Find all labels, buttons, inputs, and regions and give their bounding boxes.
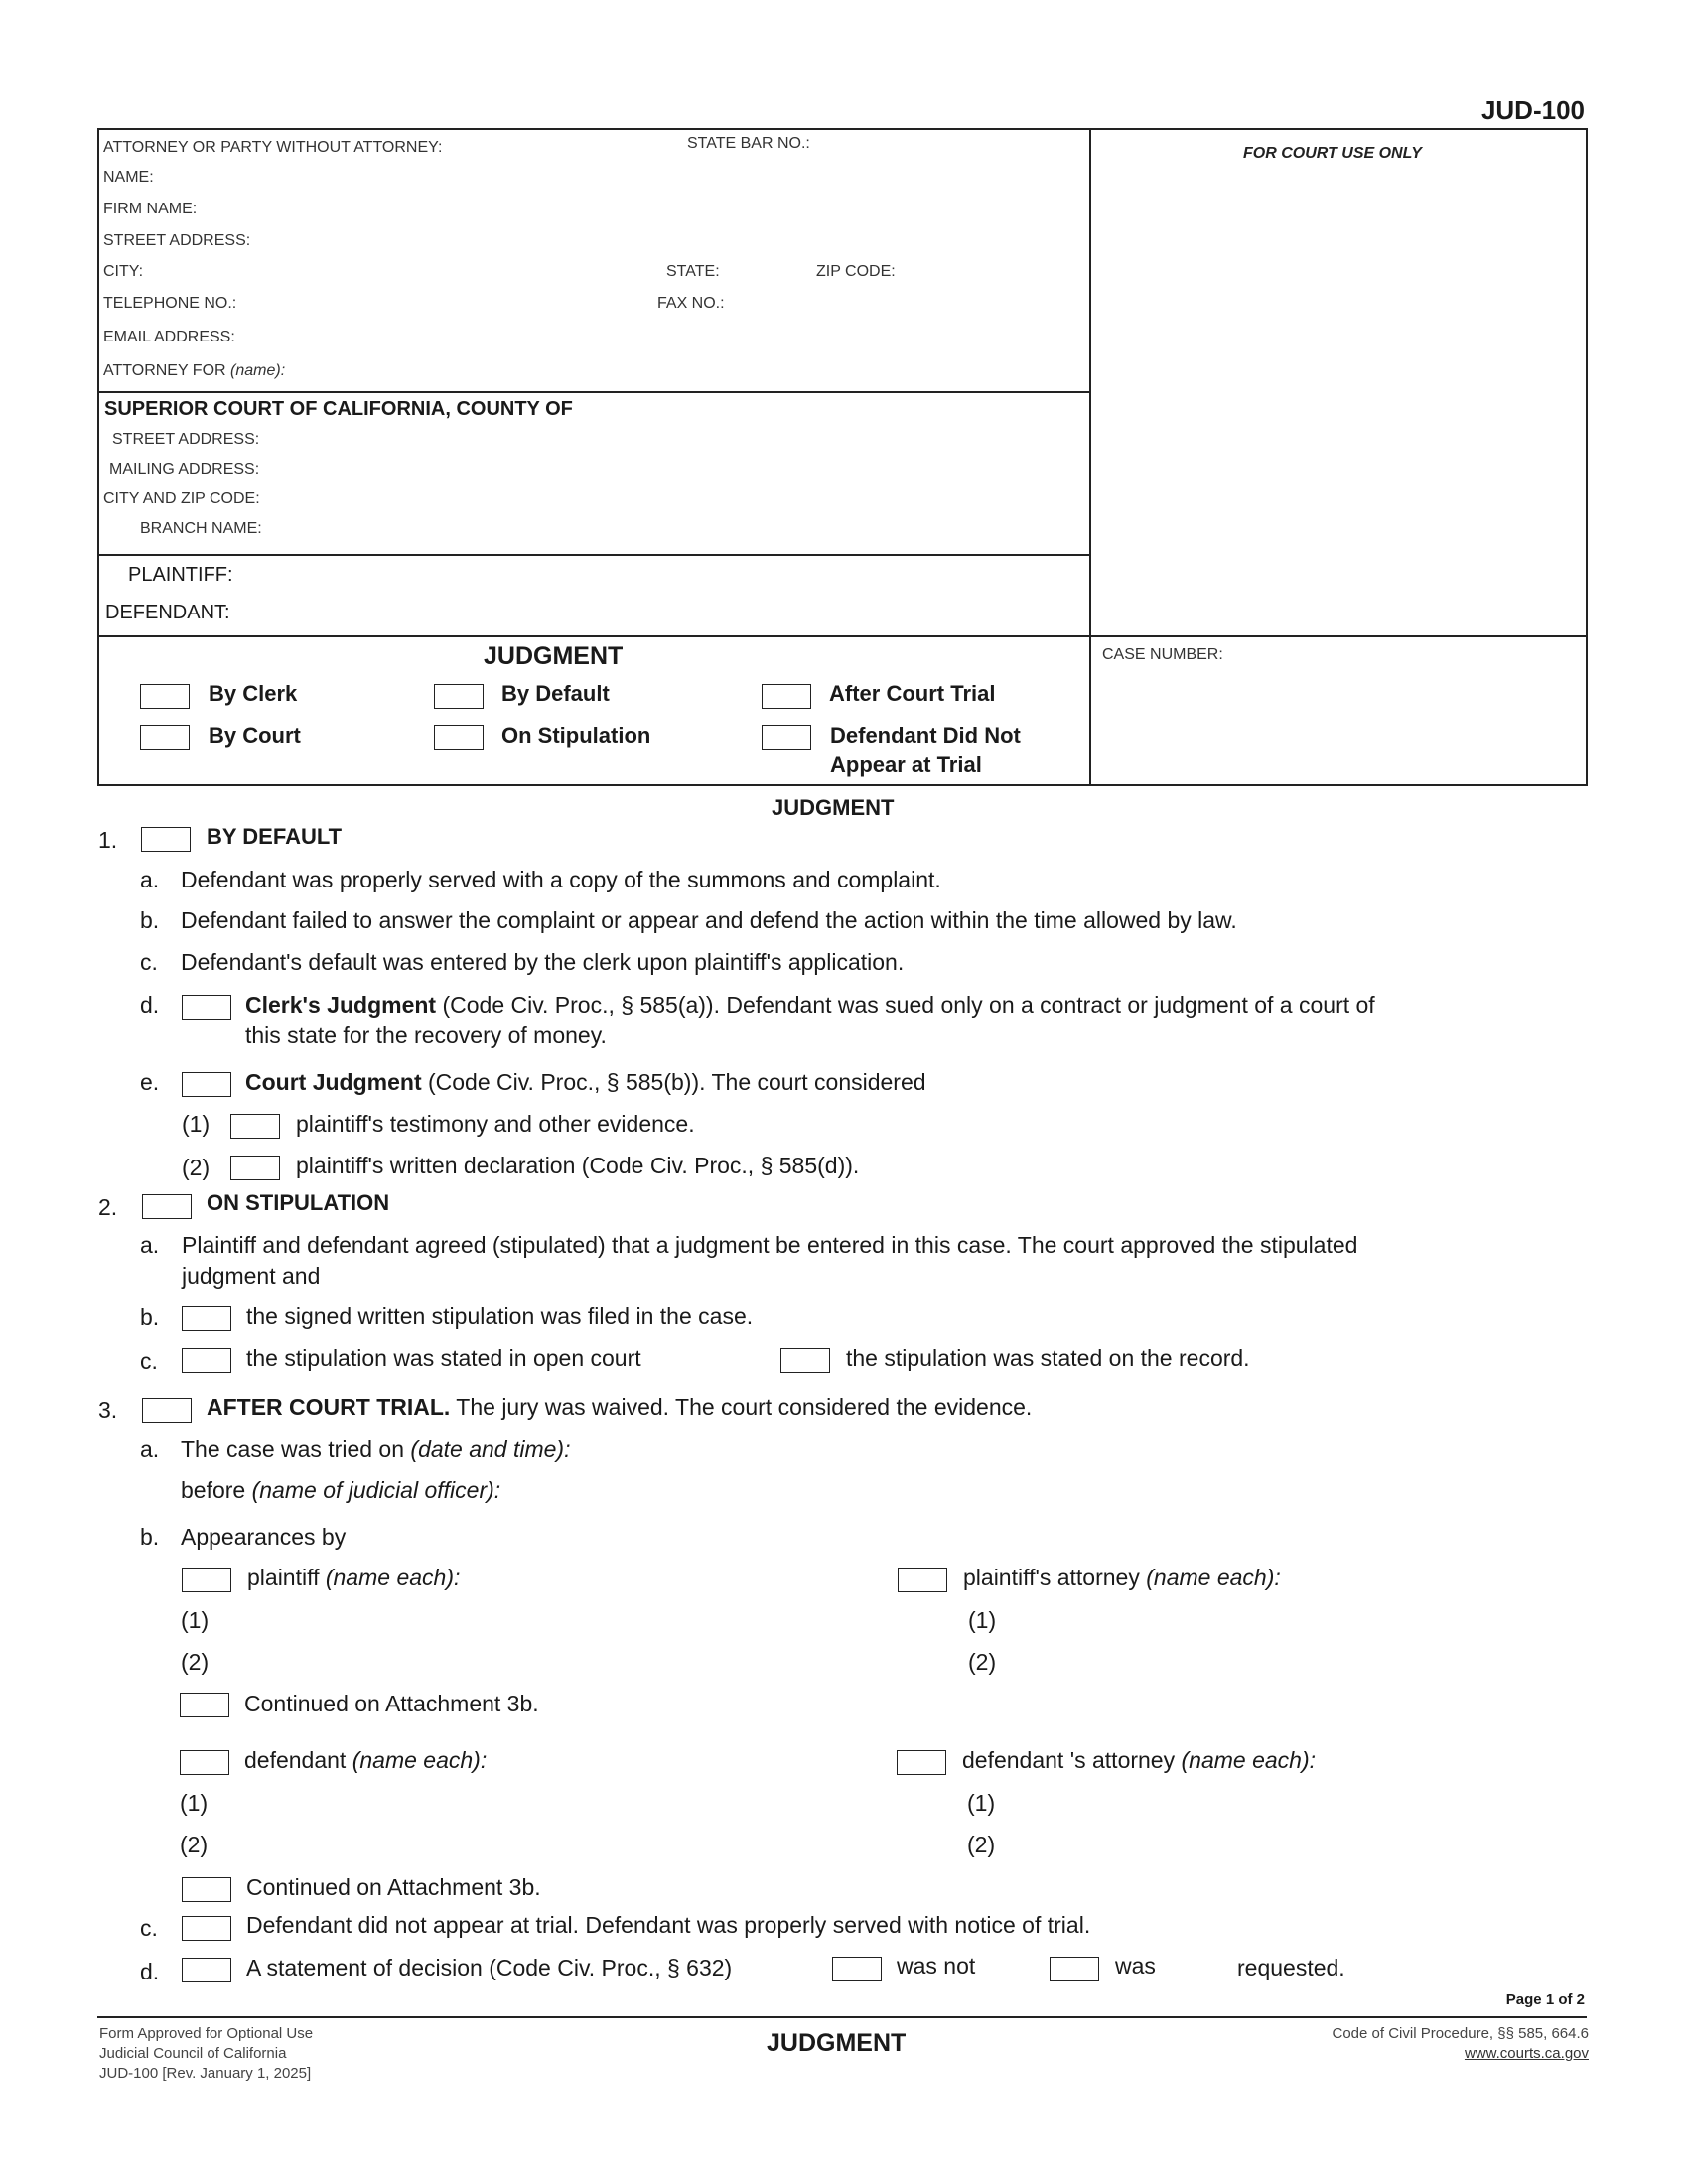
item-1d-letter: d. (140, 992, 160, 1018)
item-1e1-number: (1) (182, 1111, 211, 1137)
court-use-label: FOR COURT USE ONLY (1243, 145, 1422, 162)
defendant-label: DEFENDANT: (105, 602, 230, 623)
was-not-label: was not (897, 1953, 976, 1979)
defendant-did-not-appear-label-1: Defendant Did Not (830, 723, 1021, 748)
item-2c-text: the stipulation was stated in open court (246, 1345, 641, 1371)
body-heading: JUDGMENT (772, 795, 895, 820)
zip-code-label: ZIP CODE: (816, 263, 896, 280)
item-3b-letter: b. (140, 1524, 160, 1550)
on-stipulation-section-checkbox[interactable] (142, 1194, 192, 1219)
defendant-did-not-appear-checkbox[interactable] (762, 725, 811, 750)
plaintiff-attorney-label: plaintiff's attorney (name each): (963, 1565, 1281, 1590)
page-number: Page 1 of 2 (1505, 1991, 1585, 2008)
by-default-checkbox[interactable] (434, 684, 484, 709)
item-1b-text: Defendant failed to answer the complaint or appear and defend the action within the time allowed by law. (181, 907, 1237, 933)
plaintiff-continued-label: Continued on Attachment 3b. (244, 1691, 539, 1716)
defendant-appearance-label: defendant (name each): (244, 1747, 488, 1773)
section-1-number: 1. (98, 827, 118, 853)
defendant-attorney-checkbox[interactable] (897, 1750, 946, 1775)
email-label: EMAIL ADDRESS: (103, 329, 235, 345)
court-judgment-checkbox[interactable] (182, 1072, 231, 1097)
name-label: NAME: (103, 169, 154, 186)
footer-council: Judicial Council of California (99, 2045, 287, 2062)
by-court-checkbox[interactable] (140, 725, 190, 750)
defendant-did-not-appear-label-2: Appear at Trial (830, 752, 982, 777)
plaintiff-label: PLAINTIFF: (128, 564, 233, 586)
by-default-section-checkbox[interactable] (141, 827, 191, 852)
item-1a-letter: a. (140, 867, 160, 892)
item-3a-before: before (name of judicial officer): (181, 1477, 501, 1503)
statement-of-decision-checkbox[interactable] (182, 1958, 231, 1982)
item-2a-letter: a. (140, 1232, 160, 1258)
item-2a-text-line2: judgment and (182, 1263, 321, 1289)
footer-revision: JUD-100 [Rev. January 1, 2025] (99, 2065, 312, 2082)
defendant-appearance-checkbox[interactable] (180, 1750, 229, 1775)
on-record-checkbox[interactable] (780, 1348, 830, 1373)
section-2-number: 2. (98, 1194, 118, 1220)
mailing-address-label: MAILING ADDRESS: (109, 461, 260, 478)
after-court-trial-checkbox[interactable] (762, 684, 811, 709)
item-3d-text: A statement of decision (Code Civ. Proc., § 632) (246, 1955, 733, 1980)
plaintiff-line-2: (2) (181, 1649, 210, 1675)
open-court-checkbox[interactable] (182, 1348, 231, 1373)
section-1-title: BY DEFAULT (207, 824, 343, 849)
clerks-judgment-checkbox[interactable] (182, 995, 231, 1020)
written-stipulation-checkbox[interactable] (182, 1306, 231, 1331)
plaintiff-attorney-line-2: (2) (968, 1649, 997, 1675)
section-2-title: ON STIPULATION (207, 1190, 390, 1215)
footer-code: Code of Civil Procedure, §§ 585, 664.6 (1332, 2025, 1589, 2042)
item-2a-text: Plaintiff and defendant agreed (stipulated) that a judgment be entered in this case. The court approved the stipulated (182, 1232, 1358, 1258)
attorney-label: ATTORNEY OR PARTY WITHOUT ATTORNEY: (103, 139, 443, 156)
item-1e2-text: plaintiff's written declaration (Code Civ. Proc., § 585(d)). (296, 1153, 860, 1178)
testimony-checkbox[interactable] (230, 1114, 280, 1139)
was-label: was (1115, 1953, 1156, 1979)
item-1d-text: Clerk's Judgment (Code Civ. Proc., § 585(a)). Defendant was sued only on a contract or judgment of a court of (245, 992, 1375, 1018)
plaintiff-line-1: (1) (181, 1607, 210, 1633)
plaintiff-appearance-checkbox[interactable] (182, 1568, 231, 1592)
item-1e1-text: plaintiff's testimony and other evidence. (296, 1111, 695, 1137)
written-declaration-checkbox[interactable] (230, 1156, 280, 1180)
state-label: STATE: (666, 263, 720, 280)
item-3d-letter: d. (140, 1959, 160, 1984)
section-3-title: AFTER COURT TRIAL. The jury was waived. The court considered the evidence. (207, 1394, 1033, 1420)
on-stipulation-label: On Stipulation (501, 723, 651, 748)
firm-name-label: FIRM NAME: (103, 201, 198, 217)
item-3c-text: Defendant did not appear at trial. Defendant was properly served with notice of trial. (246, 1912, 1091, 1938)
state-bar-label: STATE BAR NO.: (687, 135, 810, 152)
defendant-continued-label: Continued on Attachment 3b. (246, 1874, 541, 1900)
item-3a-letter: a. (140, 1436, 160, 1462)
footer-title: JUDGMENT (767, 2029, 907, 2057)
defendant-continued-checkbox[interactable] (182, 1877, 231, 1902)
branch-name-label: BRANCH NAME: (140, 520, 262, 537)
footer-approved: Form Approved for Optional Use (99, 2025, 314, 2042)
fax-label: FAX NO.: (657, 295, 725, 312)
title-block-heading: JUDGMENT (484, 642, 624, 670)
was-checkbox[interactable] (1050, 1957, 1099, 1981)
plaintiff-attorney-line-1: (1) (968, 1607, 997, 1633)
by-court-label: By Court (209, 723, 301, 748)
attorney-for-label: ATTORNEY FOR (name): (103, 362, 286, 379)
by-clerk-label: By Clerk (209, 681, 298, 706)
plaintiff-continued-checkbox[interactable] (180, 1693, 229, 1717)
city-label: CITY: (103, 263, 144, 280)
plaintiff-attorney-checkbox[interactable] (898, 1568, 947, 1592)
defendant-line-2: (2) (180, 1832, 209, 1857)
item-2c-letter: c. (140, 1348, 158, 1374)
item-1e-letter: e. (140, 1069, 160, 1095)
requested-label: requested. (1237, 1955, 1345, 1980)
defendant-attorney-line-2: (2) (967, 1832, 996, 1857)
defendant-attorney-line-1: (1) (967, 1790, 996, 1816)
item-2c-alt-text: the stipulation was stated on the record. (846, 1345, 1250, 1371)
street-address-label: STREET ADDRESS: (103, 232, 251, 249)
item-1e2-number: (2) (182, 1155, 211, 1180)
defendant-line-1: (1) (180, 1790, 209, 1816)
item-3a-text: The case was tried on (date and time): (181, 1436, 571, 1462)
courts-website-link[interactable]: www.courts.ca.gov (1464, 2045, 1589, 2062)
footer-divider (97, 2016, 1587, 2018)
section-3-number: 3. (98, 1397, 118, 1423)
item-1c-letter: c. (140, 949, 158, 975)
item-2b-text: the signed written stipulation was filed in the case. (246, 1303, 754, 1329)
court-title: SUPERIOR COURT OF CALIFORNIA, COUNTY OF (104, 398, 573, 420)
defendant-did-not-appear-section-checkbox[interactable] (182, 1916, 231, 1941)
on-stipulation-checkbox[interactable] (434, 725, 484, 750)
after-court-trial-label: After Court Trial (829, 681, 996, 706)
after-court-trial-section-checkbox[interactable] (142, 1398, 192, 1423)
item-1b-letter: b. (140, 907, 160, 933)
by-default-label: By Default (501, 681, 610, 706)
item-1a-text: Defendant was properly served with a copy of the summons and complaint. (181, 867, 941, 892)
item-1c-text: Defendant's default was entered by the clerk upon plaintiff's application. (181, 949, 905, 975)
item-3b-text: Appearances by (181, 1524, 347, 1550)
was-not-checkbox[interactable] (832, 1957, 882, 1981)
defendant-attorney-label: defendant 's attorney (name each): (962, 1747, 1317, 1773)
court-street-label: STREET ADDRESS: (112, 431, 260, 448)
item-3c-letter: c. (140, 1915, 158, 1941)
item-1d-text-line2: this state for the recovery of money. (245, 1023, 607, 1048)
telephone-label: TELEPHONE NO.: (103, 295, 237, 312)
city-zip-label: CITY AND ZIP CODE: (103, 490, 260, 507)
item-2b-letter: b. (140, 1304, 160, 1330)
plaintiff-appearance-label: plaintiff (name each): (247, 1565, 461, 1590)
by-clerk-checkbox[interactable] (140, 684, 190, 709)
case-number-label: CASE NUMBER: (1102, 646, 1223, 663)
form-id: JUD-100 (1480, 95, 1585, 125)
item-1e-text: Court Judgment (Code Civ. Proc., § 585(b)). The court considered (245, 1069, 926, 1095)
